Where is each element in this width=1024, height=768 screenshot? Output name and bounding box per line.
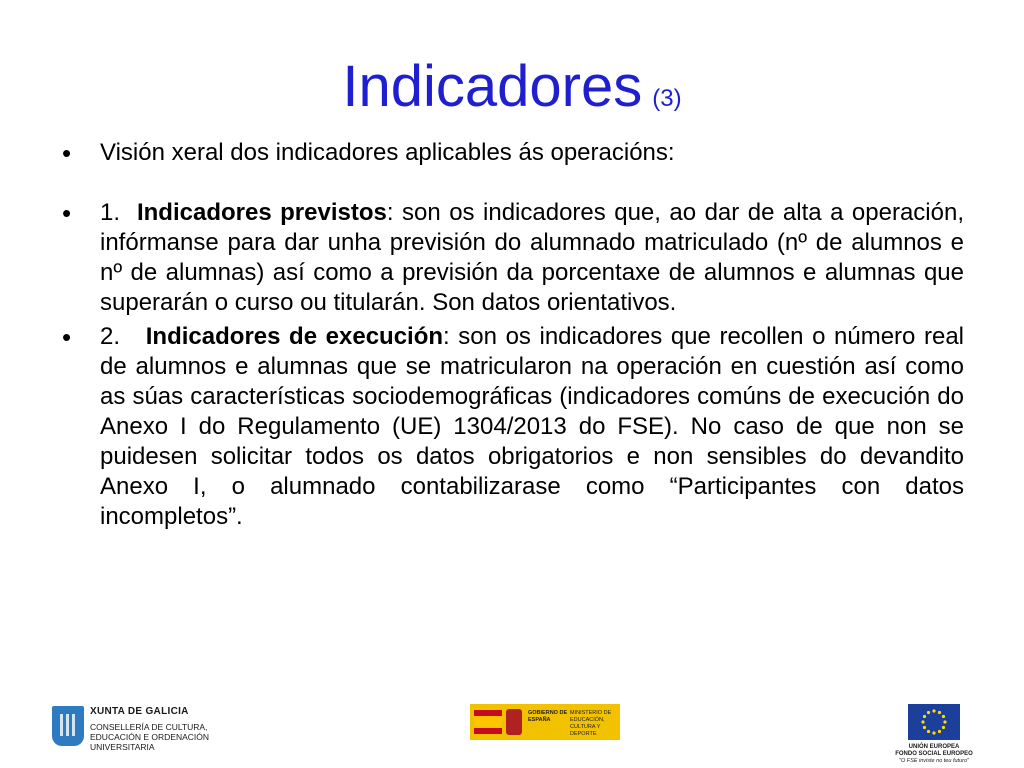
bullet-number: 2. [100,323,121,350]
eu-stars-icon [908,704,960,740]
title-sub: (3) [652,85,682,112]
eu-flag-icon [908,704,960,740]
spain-flag-icon [474,710,502,734]
gobierno-name: GOBIERNO DE ESPAÑA [528,710,568,723]
spain-crest-icon [506,709,522,735]
bullet-list [62,138,964,532]
bullet-item [62,138,964,168]
eu-fund-label: FONDO SOCIAL EUROPEO [895,751,973,757]
bullet-text: : son os indicadores que, ao dar de alta a operación, infórmanse para dar unha previsión do alumnado matriculado (nº de alumnos e nº de alumnas) así como a previsión da porcentaxe de alumnos e alumnas que superarán o curso ou titularán. Son datos orientativos. [100,199,964,316]
xunta-department: CONSELLERÍA DE CULTURA, EDUCACIÓN E ORDENACIÓN UNIVERSITARIA [90,722,210,752]
bullet-item [62,322,964,532]
title-main: Indicadores [342,54,643,119]
bullet-text: Visión xeral dos indicadores aplicables ás operacións: [100,139,675,166]
slide-title [0,52,1024,134]
eu-text [872,744,996,758]
bullet-number: 1. [100,199,121,226]
ministerio-name: MINISTERIO DE EDUCACIÓN, CULTURA Y DEPORTE [570,710,612,737]
eu-logo [872,702,992,768]
gobierno-logo [470,704,620,740]
bullet-text: : son os indicadores que recollen o número real de alumnos e alumnas que se matricularon na operación en cuestión así como as súas características sociodemográficas (indicadores comúns de execución do Anexo I do Regulamento (UE) 1304/2013 do FSE). No caso de que non se puidesen solicitar todos os datos obrigatorios e non sensibles do devandito Anexo I, o alumnado contabilizarase como “Participantes con datos incompletos”. [100,323,964,530]
xunta-name: XUNTA DE GALICIA [90,706,189,717]
xunta-logo [52,706,252,752]
eu-motto: "O FSE inviste no teu futuro" [899,758,969,764]
galicia-shield-icon [52,706,84,746]
eu-union-label: UNIÓN EUROPEA [908,744,960,750]
bullet-item [62,198,964,318]
bullet-bold-term: Indicadores previstos [136,199,387,226]
bullet-bold-term: Indicadores de execución [145,323,444,350]
footer-logos [0,690,1024,768]
